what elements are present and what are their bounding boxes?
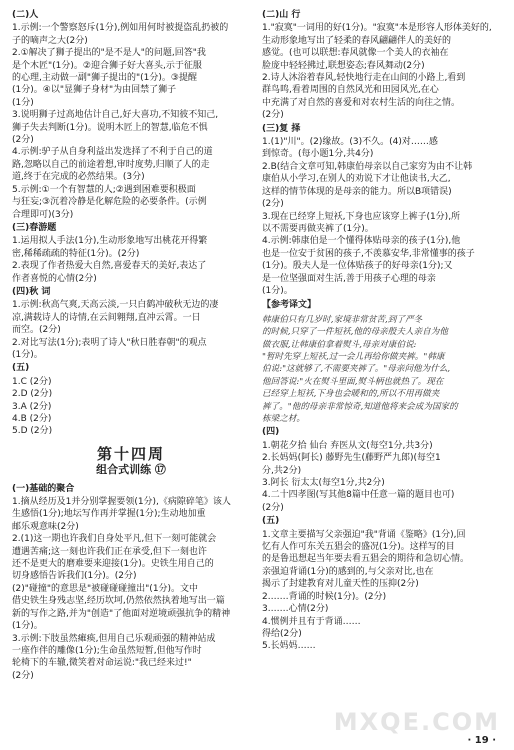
answer-line: (1分)。 (262, 285, 293, 296)
answer-line: 是个木匠"(1分)。②迎合狮子好大喜头,示于征服 (12, 60, 202, 71)
answer-line: 1.文章主要描写父亲强迫"我"背诵《鉴略》(1分),回 (262, 529, 466, 540)
left-column (12, 8, 250, 682)
answer-line: 这样的情节体现的是母亲的能力。所以B项错误) (262, 186, 452, 197)
answer-line: (2分) (12, 670, 34, 681)
answer-line: 1.示例:一个警察怒斥(1分),例如用何时被提盗乱扔被的 (12, 23, 229, 34)
answer-line: 亲强迫背诵(1分)的感到的,与父亲对比,也在 (262, 566, 434, 577)
answer-line: 4.示例:韩康伯是一个懂得体贴母亲的孩子(1分),他 (262, 236, 461, 247)
reference-heading: 【参考译文】 (262, 300, 317, 311)
answer-line: 2.……背诵的时候(1分)。(2分) (262, 591, 387, 602)
handwritten-line: "暂时先穿上短袄,过一会儿再给你做夹裤。"韩康 (262, 351, 445, 362)
answer-line: 揭示了封建教育对儿童天性的压抑(2分) (262, 579, 419, 590)
section-heading: (五) (262, 516, 280, 527)
answer-line: 1.摘从经历及1并分别掌握要领(1分),《病隙碎笔》该人 (12, 497, 231, 508)
answer-line: 4.二十四孝图(写其他8篇中任意一篇的题目也可) (262, 490, 455, 501)
answer-line: 4.惯例并且有于背诵…… (262, 616, 361, 627)
section-heading: (二)人 (12, 10, 39, 20)
answer-line: 脸庞中轻轻拂过,联想姿态;春风舞动(2分) (262, 60, 425, 71)
answer-line: (1分)。 (12, 621, 43, 632)
answer-line: 3.A (2分) (12, 401, 52, 412)
answer-line: 道,终于在完成的必然结果。(3分) (12, 172, 145, 183)
answer-line: 也是一位安于贫困的孩子,不羡慕安华,非常懂事的孩子 (262, 248, 475, 259)
section-heading: (四)秋 词 (12, 286, 51, 297)
week-title: 第十四周 (96, 444, 165, 463)
section-heading: (五) (12, 363, 30, 374)
handwritten-line: 他回答说:"火在熨斗里面,熨斗柄也就热了。现在 (262, 376, 444, 387)
answer-line: 1.(1)"川"。(2)缘故。(3)不久。(4)对……感 (262, 137, 438, 148)
answer-line: 是一位坚强面对生活,善于用孩子心理的母亲 (262, 273, 436, 284)
section-heading: (三)春游题 (12, 222, 57, 233)
answer-line: 凉,满载诗人的诗情,在云间翱翔,直冲云霄。一日 (12, 312, 201, 323)
section-heading: (三)复 择 (262, 123, 301, 134)
answer-line: 3.现在已经穿上短袄,下身也应该穿上裤子(1分),所 (262, 211, 461, 222)
answer-line: 与狂妄;③沉着冷静是化解危险的必要条件。(示例 (12, 197, 207, 208)
answer-line: 1.运用拟人手法(1分),生动形象地写出桃花开得繁 (12, 236, 208, 247)
answer-line: (1分)。 (12, 349, 43, 360)
answer-line: (1分)。④以"显狮子身材"为由回禁了狮子 (12, 85, 177, 96)
answer-line: 的心理,主动做一副"狮子提出的"(1分)。③提醒 (12, 73, 197, 84)
answer-line: 切身感悟告诉我们(1分)。(2分) (12, 571, 137, 582)
answer-line: (2分) (262, 502, 284, 513)
answer-line: 1.朝花夕拾 仙台 弃医从文(每空1分,共3分) (262, 440, 433, 451)
answer-line: 子的嘀声之大(2分) (12, 35, 88, 46)
section-heading: (二)山 行 (262, 10, 301, 20)
answer-line: (1分)。殷夫人是一位体贴孩子的好母亲(1分);又 (262, 261, 453, 272)
answer-line: 2.(1)这一期也许我们自身处平凡,但下一刻可能就会 (12, 534, 217, 545)
handwritten-line: 做衣服,让韩康伯拿着熨斗,母亲对康伯说: (262, 339, 417, 350)
answer-line: 到惊奇。(每小题1分,共4分) (262, 149, 374, 160)
subsection-title: 组合式训练 ⑰ (96, 463, 166, 477)
answer-line: (2分) (262, 199, 284, 210)
answer-line: 感觉。(也可以联想:春风就像一个美人的衣袖在 (262, 48, 449, 59)
answer-line: 忆有人作可东关五猖会的盛况(1分)。这样写的目 (262, 542, 455, 553)
page-number: · 19 · (467, 735, 496, 746)
answer-line: 轮椅下的车辙,微笑着对命运说:"我已经来过!" (12, 658, 192, 669)
answer-line: 2.长妈妈(阿长) 藤野先生(藤野严九郎)(每空1 (262, 453, 441, 464)
answer-line: 路,忽略以自己的前途着想,审时度势,归顺了人的走 (12, 159, 210, 170)
answer-line: 以不需要再做夹裤了(1分)。 (262, 223, 374, 234)
answer-line: 得给(2分) (262, 628, 302, 639)
answer-line: 密,稀稀疏疏的特征(1分)。(2分) (12, 248, 140, 259)
answer-line: 2.B(结合文章可知,韩康伯母亲以自己家穷为由不让韩 (262, 161, 473, 172)
answer-line: 而空。(2分) (12, 325, 61, 336)
answer-line: 5.长妈妈…… (262, 641, 316, 652)
answer-line: (1分) (12, 97, 34, 108)
answer-line: 一座作伴的雕像(1分);生命虽然短暂,但他写作时 (12, 645, 202, 656)
answer-line: 3.……心情(2分) (262, 604, 329, 615)
handwritten-line: 伯说:"这就够了,不需要夹裤了。"母亲问他为什么, (262, 364, 451, 375)
answer-line: 群鸟鸣,看着周围的自然风光和田园风光,在心 (262, 85, 439, 96)
answer-line: 5.示例:①一个有智慧的人;②遇到困难要积极面 (12, 184, 196, 195)
answer-line: 还不是更大的磨难要来迎接(1分)。史铁生用自己的 (12, 559, 214, 570)
answer-line: 4.示例:驴子从自身利益出发选择了不利于自己的道 (12, 147, 213, 158)
answer-line: 5.D (2分) (12, 426, 53, 437)
answer-line: 康伯从小学习,在别人的劝说下才让他读书,大乙, (262, 174, 451, 185)
answer-line: 的是鲁迅想起当年要去看五猖会的期待和急切心情。 (262, 554, 470, 565)
answer-line: 3.阿长 衍太太(每空1分,共2分) (262, 478, 385, 489)
answer-line: 2.诗人沐浴着春风,轻快地行走在山间的小路上,看到 (262, 73, 466, 84)
answer-line: (2分) (12, 135, 34, 146)
section-heading: (一)基础的聚合 (12, 483, 75, 494)
answer-line: 邮乐观意味(2分) (12, 521, 79, 532)
answer-line: 1.C (2分) (12, 376, 52, 387)
handwritten-line: 已经穿上短袄,下身也会暖和的,所以不用再做夹 (262, 389, 440, 400)
answer-line: 生感悟(1分);地坛写作再并掌握(1分);生动地加重 (12, 509, 206, 520)
answer-line: 3.说明狮子过高地估计自己,好大喜功,不知彼不知己, (12, 110, 219, 121)
answer-line: 借史铁生身残志坚,经历坎坷,仍然依然执着地写出一篇 (12, 596, 225, 607)
answer-line: (2分) (262, 110, 284, 121)
answer-line: 1."寂寞"一词用的好(1分)。"寂寞"本是形容人形体美好的, (262, 23, 492, 34)
handwritten-line: 的时候,只穿了一件短袄,他的母亲殷夫人亲自为他 (262, 327, 448, 338)
answer-line: 2.表现了作者热爱大自然,喜爱春天的美好,表达了 (12, 261, 207, 272)
answer-line: 分,共2分) (262, 465, 302, 476)
handwritten-line: 裤了。"他的母亲非常惊奇,知道他将来会成为国家的 (262, 401, 458, 412)
answer-line: 生动形象地写出了轻柔的春风翩翩伴人的美好的 (262, 35, 452, 46)
watermark: MXQE.COM (333, 708, 500, 736)
handwritten-line: 栋梁之材。 (262, 414, 305, 424)
answer-line: (2)"碰撞"的意思是"被碰碰碰撞出"(1分)。文中 (12, 583, 199, 594)
answer-line: 1.示例:秋高气爽,天高云淡,一只白鹤冲破秋无边的凄 (12, 300, 219, 311)
answer-line: 2.D (2分) (12, 389, 53, 400)
answer-line: 2.①解决了狮子提出的"是不是人"的问题,回答"我 (12, 48, 206, 59)
section-heading: (四) (262, 427, 280, 438)
answer-line: 3.示例:下肢虽然瘫痪,但用自己乐观顽强的精神站成 (12, 633, 216, 644)
answer-line: 新的写作之路,并为"创造"了他面对逆境顽强抗争的精神 (12, 608, 231, 619)
handwritten-line: 韩康伯只有几岁时,家境非常贫苦,到了严冬 (262, 314, 423, 325)
right-column (262, 8, 504, 653)
answer-line: 合理即可)(3分) (12, 209, 74, 220)
answer-line: 狮子失去判断(1分)。说明木匠上的智慧,临危不惧 (12, 122, 208, 133)
answer-line: 4.B (2分) (12, 414, 52, 424)
answer-line: 作者喜悦的心情(2分) (12, 273, 97, 284)
answer-line: 2.对比写法(1分);表明了诗人"秋日胜春朝"的观点 (12, 337, 207, 348)
answer-line: 中充满了对自然的喜爱和对农村生活的向往之情。 (262, 97, 461, 108)
answer-line: 遭遇苦痛;这一刻也许我们正在承受,但下一刻也许 (12, 546, 207, 557)
